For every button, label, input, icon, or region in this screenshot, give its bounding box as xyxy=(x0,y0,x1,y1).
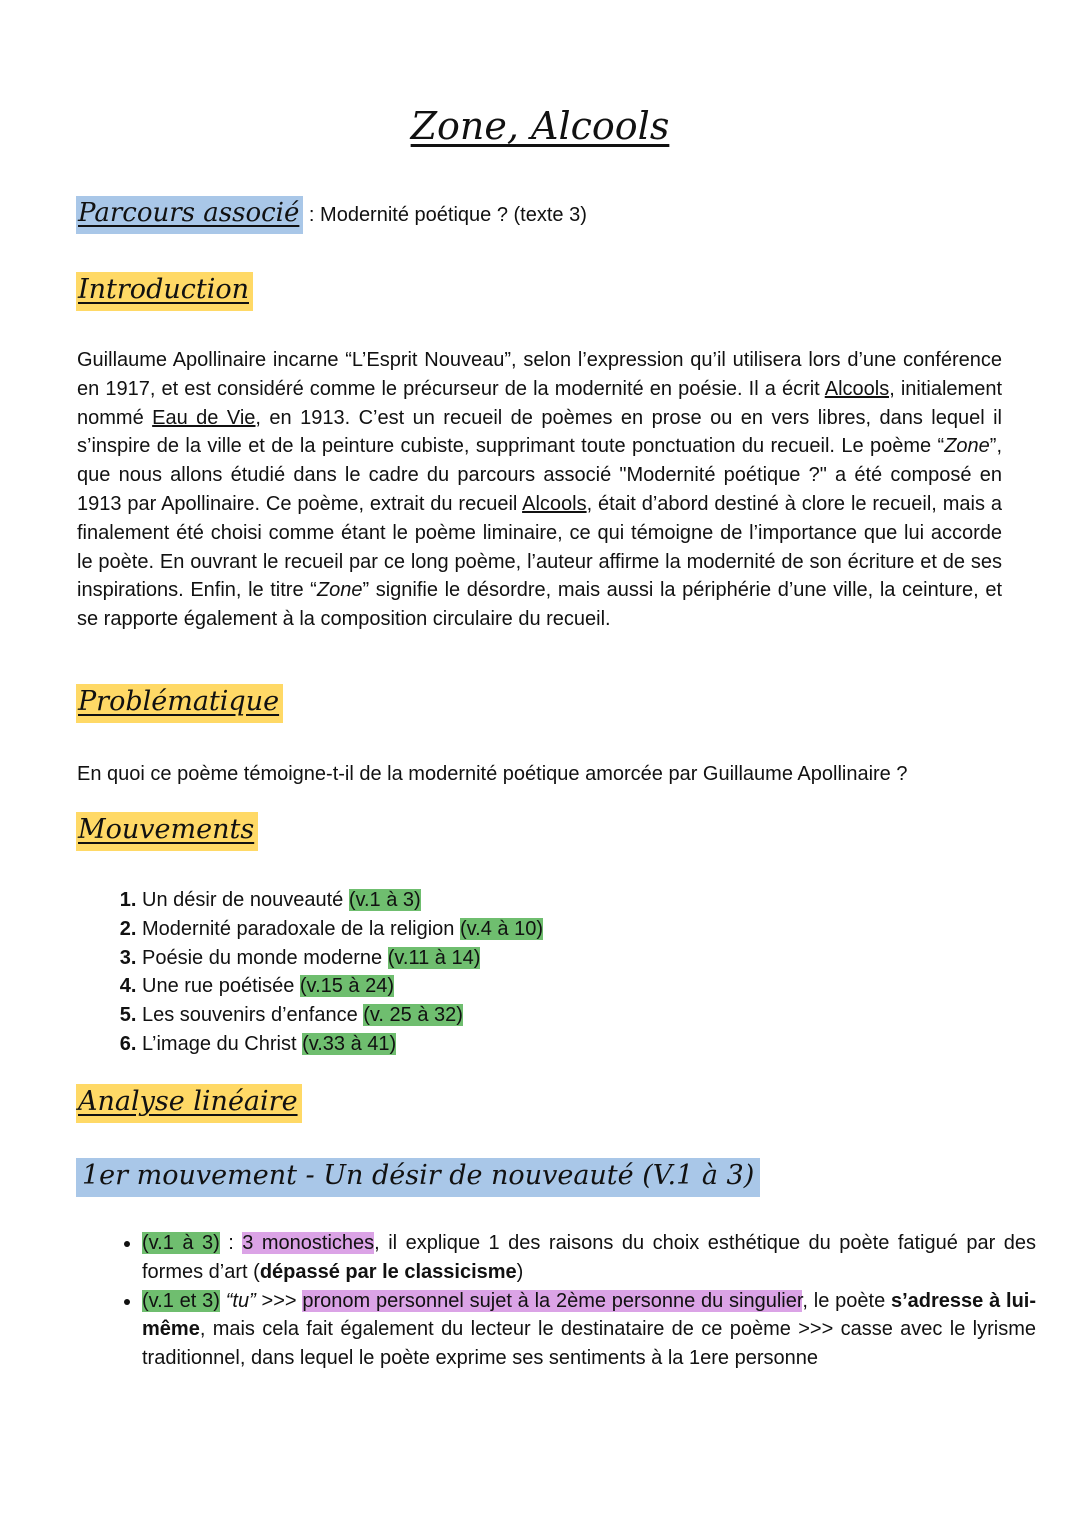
intro-title-zone-2: Zone xyxy=(316,579,363,602)
mouvement-label: Modernité paradoxale de la religion xyxy=(142,917,460,940)
problematique-heading: Problématique xyxy=(76,684,283,723)
intro-text-5: , était d’abord destiné à clore le recueil, mais a finalement été choisi comme étant le poème liminaire, ce qui témoigne de l’importance que lui accorde le poète. En ouvrant le recueil par ce long poème, l’auteur affirme la modernité de son écriture et de ses inspirations. Enfin, le titre “ xyxy=(77,492,1002,602)
verse-reference: (v.11 à 14) xyxy=(387,946,481,969)
list-item xyxy=(142,972,543,1001)
mouvement-1-heading: 1er mouvement - Un désir de nouveauté (V.1 à 3) xyxy=(76,1158,760,1197)
parcours-separator: : xyxy=(303,204,321,226)
intro-title-zone: Zone xyxy=(944,435,990,458)
mouvements-heading: Mouvements xyxy=(76,812,258,851)
problematique-text: En quoi ce poème témoigne-t-il de la modernité poétique amorcée par Guillaume Apollinaire ? xyxy=(77,763,908,785)
intro-text-1: Guillaume Apollinaire incarne “L’Esprit Nouveau”, selon l’expression qu’il utilisera lors d’une conférence en 1917, et est considéré comme le précurseur de la modernité en poésie. Il a écrit xyxy=(77,349,1002,400)
verse-reference: (v.1 à 3) xyxy=(142,1232,220,1254)
verse-reference: (v. 25 à 32) xyxy=(363,1004,463,1027)
intro-title-alcools: Alcools, xyxy=(824,377,895,400)
parcours-label: Parcours associé xyxy=(76,196,303,234)
analysis-text: : xyxy=(219,1232,243,1254)
mouvement-label: L’image du Christ xyxy=(142,1032,303,1055)
list-item xyxy=(142,1229,1036,1287)
mouvements-list xyxy=(108,886,543,1059)
list-item xyxy=(142,1287,1036,1373)
intro-text-6: ” signifie le désordre, mais aussi la périphérie d’une ville, la ceinture, et se rapporte également à la composition circulaire du recueil. xyxy=(77,579,1003,631)
quoted-word: “tu” xyxy=(225,1289,256,1312)
mouvement-label: Les souvenirs d’enfance xyxy=(142,1004,364,1027)
analysis-text: , le poète xyxy=(802,1289,891,1312)
verse-reference: (v.15 à 24) xyxy=(299,975,395,998)
verse-reference: (v.1 à 3) xyxy=(348,889,421,911)
verse-reference: (v.4 à 10) xyxy=(459,917,543,940)
parcours-line xyxy=(76,196,587,234)
mouvement-label: Une rue poétisée xyxy=(142,975,300,998)
page-title: Zone, Alcools xyxy=(410,104,670,148)
analysis-text: ) xyxy=(516,1260,524,1283)
mouvement-label: Poésie du monde moderne xyxy=(142,946,388,969)
introduction-paragraph xyxy=(77,346,1002,634)
mouvement-label: Un désir de nouveauté xyxy=(142,889,349,911)
list-item xyxy=(142,944,543,973)
intro-text-2: initialement nommé xyxy=(77,377,1003,429)
key-term: pronom personnel sujet à la 2ème personne du singulier xyxy=(302,1289,803,1312)
intro-title-eau-de-vie: Eau de Vie, xyxy=(152,406,261,429)
list-item xyxy=(142,886,543,915)
analysis-text: , mais cela fait également du lecteur le destinataire de ce poème >>> casse avec le lyrisme traditionnel, dans lequel le poète exprime ses sentiments à la 1ere personne xyxy=(142,1318,1036,1370)
intro-text-3: en 1913. C’est un recueil de poèmes en prose ou en vers libres, dans lequel il s’inspire de la ville et de la peinture cubiste, supprimant toute ponctuation du recueil. Le poème “ xyxy=(77,406,1003,458)
list-item xyxy=(142,915,543,944)
bold-term: dépassé par le classicisme xyxy=(259,1260,517,1283)
verse-reference: (v.33 à 41) xyxy=(302,1032,397,1055)
list-item xyxy=(142,1001,543,1030)
parcours-text: Modernité poétique ? (texte 3) xyxy=(320,204,587,226)
verse-reference: (v.1 et 3) xyxy=(142,1289,220,1312)
introduction-heading: Introduction xyxy=(76,272,253,311)
bold-term: s’adresse à lui-même xyxy=(142,1289,1037,1341)
list-item xyxy=(142,1030,543,1059)
analyse-list xyxy=(108,1229,1036,1373)
intro-text-4: ”, que nous allons étudié dans le cadre du parcours associé "Modernité poétique ?" a été composé en 1913 par Apollinaire. Ce poème, extrait du recueil xyxy=(77,435,1002,515)
analyse-heading: Analyse linéaire xyxy=(76,1084,302,1123)
analysis-text: , il explique 1 des raisons du choix esthétique du poète fatigué par des formes d’art ( xyxy=(142,1232,1036,1283)
key-term: 3 monostiches xyxy=(242,1232,375,1254)
analysis-text: >>> xyxy=(255,1289,303,1312)
intro-title-alcools-2: Alcools xyxy=(522,492,587,515)
